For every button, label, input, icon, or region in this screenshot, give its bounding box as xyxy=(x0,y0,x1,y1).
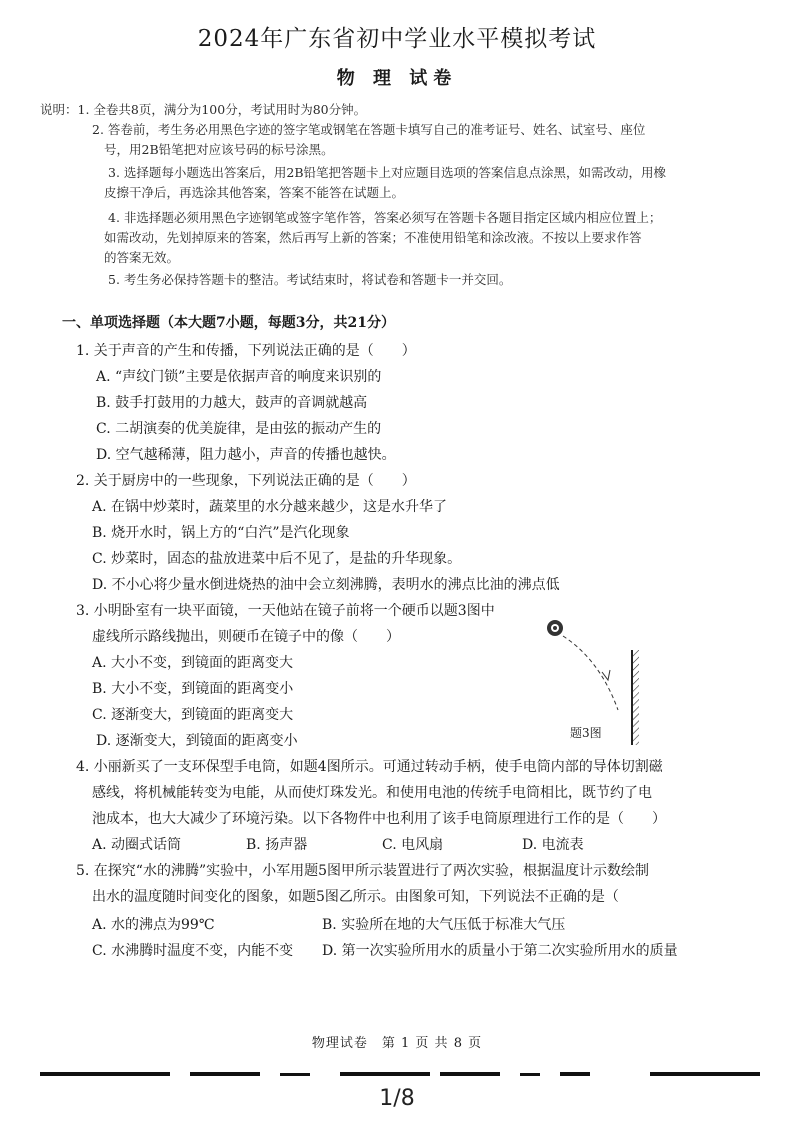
option-a: A. “声纹门锁”主要是依据声音的响度来识别的 xyxy=(96,369,382,385)
option-a: A. 水的沸点为99℃ xyxy=(92,917,215,933)
coin-icon xyxy=(547,620,563,636)
question-stem: 2. 关于厨房中的一些现象，下列说法正确的是（ ） xyxy=(76,473,416,489)
option-b: B. 扬声器 xyxy=(246,837,308,853)
option-d: D. 电流表 xyxy=(522,837,584,853)
option-c: C. 二胡演奏的优美旋律，是由弦的振动产生的 xyxy=(96,421,382,437)
question-stem-cont: 虚线所示路线抛出，则硬币在镜子中的像（ ） xyxy=(92,629,400,645)
option-d: D. 第一次实验所用水的质量小于第二次实验所用水的质量 xyxy=(322,943,678,959)
instruction-line: 皮擦干净后，再选涂其他答案，答案不能答在试题上。 xyxy=(104,185,405,200)
plane-mirror xyxy=(632,650,639,745)
question-stem-cont: 出水的温度随时间变化的图象，如题5图乙所示。由图象可知，下列说法不正确的是（ xyxy=(92,889,619,905)
option-c: C. 炒菜时，固态的盐放进菜中后不见了，是盐的升华现象。 xyxy=(92,551,462,567)
option-b: B. 烧开水时，锅上方的“白汽”是汽化现象 xyxy=(92,525,350,541)
exam-title: 2024年广东省初中学业水平模拟考试 xyxy=(197,26,597,52)
figure-caption: 题3图 xyxy=(570,726,602,740)
question-stem: 1. 关于声音的产生和传播，下列说法正确的是（ ） xyxy=(76,343,416,359)
option-d: D. 逐渐变大，到镜面的距离变小 xyxy=(96,733,298,749)
question-stem-cont: 池成本，也大大减少了环境污染。以下各物件中也利用了该手电筒原理进行工作的是（ ） xyxy=(92,811,666,827)
option-a: A. 动圈式话筒 xyxy=(92,837,182,853)
option-c: C. 逐渐变大，到镜面的距离变大 xyxy=(92,707,294,723)
option-c: C. 水沸腾时温度不变，内能不变 xyxy=(92,943,294,959)
question-stem: 4. 小丽新买了一支环保型手电筒，如题4图所示。可通过转动手柄，使手电筒内部的导体切割磁 xyxy=(76,759,663,775)
page-indicator: 1/8 xyxy=(379,1086,415,1111)
instruction-line: 号，用2B铅笔把对应该号码的标号涂黑。 xyxy=(104,142,334,157)
instruction-line: 4. 非选择题必须用黑色字迹钢笔或签字笔作答，答案必须写在答题卡各题目指定区域内相应位置上； xyxy=(108,210,662,225)
option-d: D. 空气越稀薄，阻力越小，声音的传播也越快。 xyxy=(96,447,396,463)
instruction-line: 5. 考生务必保持答题卡的整洁。考试结束时，将试卷和答题卡一并交回。 xyxy=(108,272,512,287)
instruction-line: 如需改动，先划掉原来的答案，然后再写上新的答案；不准使用铅笔和涂改液。不按以上要求作答 xyxy=(104,230,642,245)
section-heading: 一、单项选择题（本大题7小题，每题3分，共21分） xyxy=(62,315,395,331)
option-a: A. 在锅中炒菜时，蔬菜里的水分越来越少，这是水升华了 xyxy=(92,499,448,515)
option-a: A. 大小不变，到镜面的距离变大 xyxy=(92,655,294,671)
exam-subtitle: 物 理 试卷 xyxy=(336,68,458,89)
page-footer: 物理试卷 第 1 页 共 8 页 xyxy=(311,1036,483,1051)
question-stem: 3. 小明卧室有一块平面镜，一天他站在镜子前将一个硬币以题3图中 xyxy=(76,603,495,619)
instruction-line: 3. 选择题每小题选出答案后，用2B铅笔把答题卡上对应题目选项的答案信息点涂黑，如需改动，用橡 xyxy=(108,165,667,180)
instruction-line: 说明：1. 全卷共8页，满分为100分，考试用时为80分钟。 xyxy=(40,102,367,117)
instruction-line: 的答案无效。 xyxy=(104,250,180,265)
option-b: B. 鼓手打鼓用的力越大，鼓声的音调就越高 xyxy=(96,395,368,411)
scan-edge-artifact xyxy=(40,1070,760,1078)
question-stem-cont: 感线，将机械能转变为电能，从而使灯珠发光。和使用电池的传统手电筒相比，既节约了电 xyxy=(92,785,652,801)
instruction-line: 2. 答卷前，考生务必用黑色字迹的签字笔或钢笔在答题卡填写自己的准考证号、姓名、试室号、座位 xyxy=(92,122,646,137)
option-c: C. 电风扇 xyxy=(382,837,444,853)
question-stem: 5. 在探究“水的沸腾”实验中，小军用题5图甲所示装置进行了两次实验，根据温度计示数绘制 xyxy=(76,863,650,879)
option-b: B. 大小不变，到镜面的距离变小 xyxy=(92,681,294,697)
option-d: D. 不小心将少量水倒进烧热的油中会立刻沸腾，表明水的沸点比油的沸点低 xyxy=(92,577,560,593)
option-b: B. 实验所在地的大气压低于标准大气压 xyxy=(322,917,566,933)
